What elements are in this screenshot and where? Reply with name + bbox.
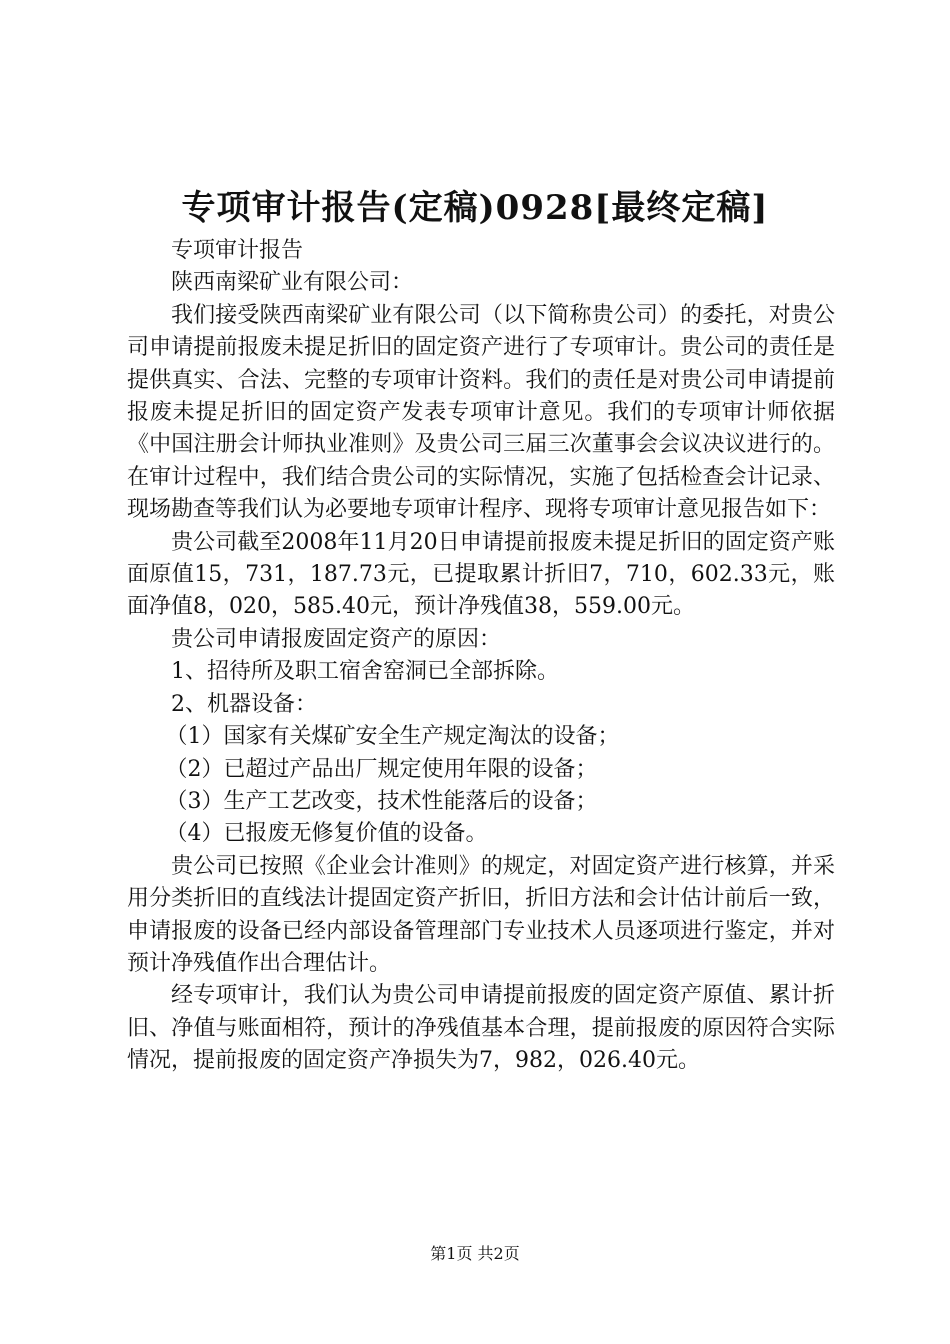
paragraph-engagement: 我们接受陕西南梁矿业有限公司（以下简称贵公司）的委托，对贵公司申请提前报废未提足折旧的固定资产进行了专项审计。贵公司的责任是提供真实、合法、完整的专项审计资料。我们的责任是对贵公司申请提前报废未提足折旧的固定资产发表专项审计意见。我们的专项审计师依据《中国注册会计师执业准则》及贵公司三届三次董事会会议决议进行的。在审计过程中，我们结合贵公司的实际情况，实施了包括检查会计记录、现场勘查等我们认为必要地专项审计程序、现将专项审计意见报告如下： (127, 302, 835, 523)
paragraph-asset-values: 贵公司截至2008年11月20日申请提前报废未提足折旧的固定资产账面原值15，731，187.73元，已提取累计折旧7，710，602.33元，账面净值8，020，585.40元，预计净残值38，559.00元。 (127, 529, 835, 620)
paragraph-accounting: 贵公司已按照《企业会计准则》的规定，对固定资产进行核算，并采用分类折旧的直线法计提固定资产折旧，折旧方法和会计估计前后一致，申请报废的设备已经内部设备管理部门专业技术人员逐项进行鉴定，并对预计净残值作出合理估计。 (127, 853, 835, 976)
equipment-item-3: （3）生产工艺改变，技术性能落后的设备； (165, 788, 598, 814)
document-body (127, 235, 835, 1078)
paragraph-reasons-heading: 贵公司申请报废固定资产的原因： (171, 626, 502, 652)
document-title: 专项审计报告(定稿)0928[最终定稿] (181, 188, 769, 228)
report-heading: 专项审计报告 (171, 238, 304, 263)
reason-item-2: 2、机器设备： (171, 691, 317, 717)
equipment-item-1: （1）国家有关煤矿安全生产规定淘汰的设备； (165, 724, 620, 750)
equipment-item-2: （2）已超过产品出厂规定使用年限的设备； (165, 756, 598, 782)
reason-item-1: 1、招待所及职工宿舍窑洞已全部拆除。 (171, 659, 559, 685)
paragraph-conclusion: 经专项审计，我们认为贵公司申请提前报废的固定资产原值、累计折旧、净值与账面相符，预计的净残值基本合理，提前报废的原因符合实际情况，提前报废的固定资产净损失为7，982，026.40元。 (127, 983, 835, 1074)
equipment-item-4: （4）已报废无修复价值的设备。 (165, 821, 488, 847)
page-footer: 第1页 共2页 (430, 1244, 520, 1263)
addressee: 陕西南梁矿业有限公司： (171, 270, 414, 296)
